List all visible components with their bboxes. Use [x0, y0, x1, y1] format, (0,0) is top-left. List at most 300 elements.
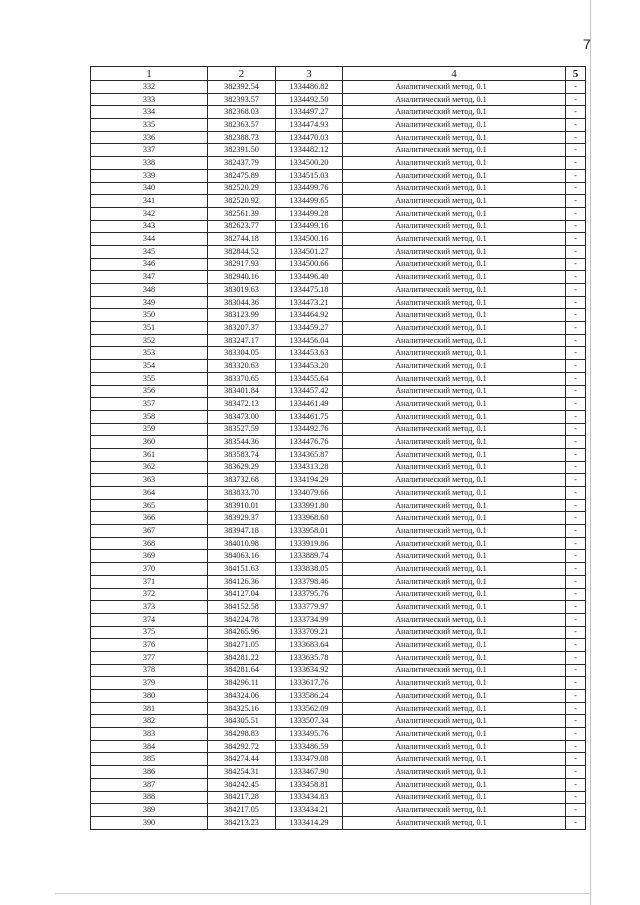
cell-coord-y: 1333458.81 — [276, 778, 343, 791]
cell-mark: - — [566, 119, 586, 132]
cell-point-number: 378 — [91, 664, 208, 677]
cell-method: Аналитический метод, 0.1 — [343, 601, 566, 614]
cell-mark: - — [566, 195, 586, 208]
table-row — [91, 322, 586, 335]
table-row — [91, 258, 586, 271]
cell-mark: - — [566, 360, 586, 373]
cell-coord-y: 1333486.59 — [276, 740, 343, 753]
cell-coord-x: 383929.37 — [208, 512, 276, 525]
coordinates-table — [90, 66, 586, 830]
cell-coord-y: 1334475.18 — [276, 284, 343, 297]
cell-coord-y: 1334497.27 — [276, 106, 343, 119]
cell-method: Аналитический метод, 0.1 — [343, 499, 566, 512]
cell-point-number: 345 — [91, 245, 208, 258]
cell-method: Аналитический метод, 0.1 — [343, 804, 566, 817]
cell-coord-y: 1333562.09 — [276, 702, 343, 715]
cell-method: Аналитический метод, 0.1 — [343, 537, 566, 550]
cell-coord-y: 1333434.83 — [276, 791, 343, 804]
cell-coord-y: 1334476.76 — [276, 436, 343, 449]
table-row — [91, 195, 586, 208]
table-row — [91, 410, 586, 423]
cell-coord-x: 382392.54 — [208, 81, 276, 94]
cell-point-number: 367 — [91, 525, 208, 538]
header-cell-4: 4 — [343, 67, 566, 81]
cell-point-number: 343 — [91, 220, 208, 233]
cell-point-number: 336 — [91, 131, 208, 144]
cell-point-number: 350 — [91, 309, 208, 322]
cell-mark: - — [566, 613, 586, 626]
cell-mark: - — [566, 309, 586, 322]
cell-mark: - — [566, 499, 586, 512]
cell-point-number: 377 — [91, 651, 208, 664]
cell-coord-y: 1334456.04 — [276, 334, 343, 347]
table-row — [91, 575, 586, 588]
cell-mark: - — [566, 563, 586, 576]
cell-coord-x: 383207.37 — [208, 322, 276, 335]
cell-point-number: 373 — [91, 601, 208, 614]
cell-point-number: 370 — [91, 563, 208, 576]
cell-coord-x: 383044.36 — [208, 296, 276, 309]
cell-coord-x: 384324.06 — [208, 690, 276, 703]
cell-mark: - — [566, 816, 586, 829]
cell-mark: - — [566, 715, 586, 728]
cell-point-number: 334 — [91, 106, 208, 119]
cell-coord-x: 383370.65 — [208, 372, 276, 385]
cell-mark: - — [566, 588, 586, 601]
cell-mark: - — [566, 296, 586, 309]
cell-point-number: 335 — [91, 119, 208, 132]
cell-coord-y: 1334501.27 — [276, 245, 343, 258]
cell-coord-x: 384242.45 — [208, 778, 276, 791]
cell-mark: - — [566, 601, 586, 614]
cell-mark: - — [566, 448, 586, 461]
cell-coord-y: 1334500.66 — [276, 258, 343, 271]
table-row — [91, 563, 586, 576]
cell-coord-x: 382844.52 — [208, 245, 276, 258]
cell-mark: - — [566, 677, 586, 690]
cell-method: Аналитический метод, 0.1 — [343, 563, 566, 576]
cell-coord-y: 1334459.27 — [276, 322, 343, 335]
cell-method: Аналитический метод, 0.1 — [343, 728, 566, 741]
cell-point-number: 364 — [91, 487, 208, 500]
cell-coord-y: 1334499.16 — [276, 220, 343, 233]
cell-point-number: 383 — [91, 728, 208, 741]
cell-coord-x: 384274.44 — [208, 753, 276, 766]
cell-mark: - — [566, 487, 586, 500]
cell-coord-y: 1333779.97 — [276, 601, 343, 614]
cell-coord-y: 1334499.28 — [276, 207, 343, 220]
cell-coord-x: 383320.63 — [208, 360, 276, 373]
cell-point-number: 354 — [91, 360, 208, 373]
cell-coord-x: 384217.05 — [208, 804, 276, 817]
cell-method: Аналитический метод, 0.1 — [343, 588, 566, 601]
cell-coord-x: 384298.83 — [208, 728, 276, 741]
table-row — [91, 766, 586, 779]
cell-mark: - — [566, 575, 586, 588]
cell-coord-x: 382437.79 — [208, 157, 276, 170]
cell-mark: - — [566, 284, 586, 297]
cell-mark: - — [566, 220, 586, 233]
cell-coord-y: 1334461.75 — [276, 410, 343, 423]
cell-coord-x: 382475.89 — [208, 169, 276, 182]
cell-mark: - — [566, 791, 586, 804]
cell-coord-x: 383910.01 — [208, 499, 276, 512]
cell-method: Аналитический метод, 0.1 — [343, 81, 566, 94]
cell-mark: - — [566, 410, 586, 423]
table-row — [91, 245, 586, 258]
cell-method: Аналитический метод, 0.1 — [343, 385, 566, 398]
cell-method: Аналитический метод, 0.1 — [343, 702, 566, 715]
table-row — [91, 651, 586, 664]
cell-coord-y: 1333958.01 — [276, 525, 343, 538]
cell-coord-x: 384305.51 — [208, 715, 276, 728]
table-row — [91, 740, 586, 753]
cell-point-number: 385 — [91, 753, 208, 766]
cell-mark: - — [566, 157, 586, 170]
cell-coord-y: 1334365.87 — [276, 448, 343, 461]
cell-method: Аналитический метод, 0.1 — [343, 144, 566, 157]
cell-coord-y: 1333683.64 — [276, 639, 343, 652]
cell-mark: - — [566, 664, 586, 677]
cell-method: Аналитический метод, 0.1 — [343, 816, 566, 829]
cell-point-number: 351 — [91, 322, 208, 335]
table-row — [91, 753, 586, 766]
cell-coord-x: 382368.03 — [208, 106, 276, 119]
cell-coord-y: 1334499.65 — [276, 195, 343, 208]
cell-mark: - — [566, 372, 586, 385]
cell-method: Аналитический метод, 0.1 — [343, 195, 566, 208]
cell-coord-x: 383629.29 — [208, 461, 276, 474]
table-row — [91, 93, 586, 106]
cell-method: Аналитический метод, 0.1 — [343, 322, 566, 335]
cell-coord-y: 1334486.82 — [276, 81, 343, 94]
cell-coord-y: 1334482.12 — [276, 144, 343, 157]
cell-coord-x: 384152.58 — [208, 601, 276, 614]
table-row — [91, 106, 586, 119]
cell-mark: - — [566, 753, 586, 766]
cell-point-number: 374 — [91, 613, 208, 626]
cell-point-number: 363 — [91, 474, 208, 487]
cell-coord-y: 1333838.05 — [276, 563, 343, 576]
cell-coord-y: 1333991.80 — [276, 499, 343, 512]
cell-point-number: 386 — [91, 766, 208, 779]
header-cell-3: 3 — [276, 67, 343, 81]
cell-coord-y: 1333434.21 — [276, 804, 343, 817]
cell-coord-y: 1333709.21 — [276, 626, 343, 639]
cell-point-number: 333 — [91, 93, 208, 106]
cell-mark: - — [566, 766, 586, 779]
table-row — [91, 702, 586, 715]
cell-coord-y: 1334500.16 — [276, 233, 343, 246]
cell-coord-x: 384010.98 — [208, 537, 276, 550]
cell-method: Аналитический метод, 0.1 — [343, 131, 566, 144]
table-row — [91, 347, 586, 360]
cell-coord-y: 1333968.60 — [276, 512, 343, 525]
cell-mark: - — [566, 512, 586, 525]
cell-coord-x: 384254.31 — [208, 766, 276, 779]
cell-coord-x: 383527.59 — [208, 423, 276, 436]
cell-method: Аналитический метод, 0.1 — [343, 791, 566, 804]
table-row — [91, 601, 586, 614]
cell-method: Аналитический метод, 0.1 — [343, 487, 566, 500]
cell-mark: - — [566, 347, 586, 360]
cell-coord-y: 1334492.50 — [276, 93, 343, 106]
cell-method: Аналитический метод, 0.1 — [343, 715, 566, 728]
cell-coord-x: 382388.73 — [208, 131, 276, 144]
cell-point-number: 355 — [91, 372, 208, 385]
table-row — [91, 537, 586, 550]
table-row — [91, 487, 586, 500]
table-row — [91, 169, 586, 182]
cell-coord-x: 382520.92 — [208, 195, 276, 208]
cell-coord-x: 384151.63 — [208, 563, 276, 576]
cell-point-number: 340 — [91, 182, 208, 195]
cell-coord-y: 1334461.49 — [276, 398, 343, 411]
cell-mark: - — [566, 690, 586, 703]
cell-coord-x: 382744.18 — [208, 233, 276, 246]
cell-method: Аналитический метод, 0.1 — [343, 258, 566, 271]
cell-method: Аналитический метод, 0.1 — [343, 639, 566, 652]
cell-coord-x: 382940.16 — [208, 271, 276, 284]
table-row — [91, 778, 586, 791]
header-cell-5: 5 — [566, 67, 586, 81]
cell-mark: - — [566, 461, 586, 474]
cell-point-number: 356 — [91, 385, 208, 398]
table-row — [91, 512, 586, 525]
table-row — [91, 461, 586, 474]
cell-point-number: 380 — [91, 690, 208, 703]
cell-method: Аналитический метод, 0.1 — [343, 309, 566, 322]
cell-method: Аналитический метод, 0.1 — [343, 778, 566, 791]
cell-coord-x: 382520.29 — [208, 182, 276, 195]
cell-point-number: 361 — [91, 448, 208, 461]
cell-method: Аналитический метод, 0.1 — [343, 106, 566, 119]
table-row — [91, 816, 586, 829]
cell-point-number: 346 — [91, 258, 208, 271]
cell-coord-y: 1334492.76 — [276, 423, 343, 436]
cell-coord-x: 384265.96 — [208, 626, 276, 639]
table-row — [91, 550, 586, 563]
cell-coord-y: 1333635.78 — [276, 651, 343, 664]
table-row — [91, 474, 586, 487]
cell-method: Аналитический метод, 0.1 — [343, 626, 566, 639]
cell-coord-x: 382363.57 — [208, 119, 276, 132]
cell-mark: - — [566, 334, 586, 347]
cell-method: Аналитический метод, 0.1 — [343, 245, 566, 258]
cell-coord-x: 383123.99 — [208, 309, 276, 322]
cell-method: Аналитический метод, 0.1 — [343, 157, 566, 170]
cell-coord-y: 1334464.92 — [276, 309, 343, 322]
cell-method: Аналитический метод, 0.1 — [343, 119, 566, 132]
cell-point-number: 347 — [91, 271, 208, 284]
cell-coord-x: 384296.11 — [208, 677, 276, 690]
cell-method: Аналитический метод, 0.1 — [343, 360, 566, 373]
cell-coord-y: 1334470.03 — [276, 131, 343, 144]
cell-method: Аналитический метод, 0.1 — [343, 271, 566, 284]
cell-method: Аналитический метод, 0.1 — [343, 525, 566, 538]
table-row — [91, 144, 586, 157]
cell-coord-x: 384127.04 — [208, 588, 276, 601]
cell-method: Аналитический метод, 0.1 — [343, 296, 566, 309]
cell-mark: - — [566, 474, 586, 487]
header-cell-1: 1 — [91, 67, 208, 81]
cell-coord-y: 1334313.28 — [276, 461, 343, 474]
cell-coord-y: 1333798.46 — [276, 575, 343, 588]
cell-coord-x: 384325.16 — [208, 702, 276, 715]
cell-coord-y: 1334453.20 — [276, 360, 343, 373]
cell-method: Аналитический метод, 0.1 — [343, 766, 566, 779]
cell-coord-y: 1333586.24 — [276, 690, 343, 703]
cell-method: Аналитический метод, 0.1 — [343, 207, 566, 220]
cell-coord-y: 1333734.99 — [276, 613, 343, 626]
cell-coord-y: 1334457.42 — [276, 385, 343, 398]
cell-coord-x: 384126.36 — [208, 575, 276, 588]
cell-mark: - — [566, 525, 586, 538]
cell-point-number: 381 — [91, 702, 208, 715]
table-row — [91, 372, 586, 385]
cell-mark: - — [566, 93, 586, 106]
cell-point-number: 352 — [91, 334, 208, 347]
cell-coord-y: 1334500.20 — [276, 157, 343, 170]
table-row — [91, 436, 586, 449]
cell-point-number: 375 — [91, 626, 208, 639]
table-row — [91, 157, 586, 170]
cell-method: Аналитический метод, 0.1 — [343, 410, 566, 423]
cell-point-number: 348 — [91, 284, 208, 297]
cell-point-number: 358 — [91, 410, 208, 423]
cell-point-number: 349 — [91, 296, 208, 309]
cell-mark: - — [566, 537, 586, 550]
cell-point-number: 366 — [91, 512, 208, 525]
cell-mark: - — [566, 258, 586, 271]
cell-mark: - — [566, 436, 586, 449]
cell-method: Аналитический метод, 0.1 — [343, 550, 566, 563]
cell-coord-y: 1334079.66 — [276, 487, 343, 500]
cell-mark: - — [566, 131, 586, 144]
cell-coord-x: 383247.17 — [208, 334, 276, 347]
cell-point-number: 353 — [91, 347, 208, 360]
cell-coord-x: 384281.64 — [208, 664, 276, 677]
cell-point-number: 369 — [91, 550, 208, 563]
cell-coord-y: 1334515.03 — [276, 169, 343, 182]
table-row — [91, 423, 586, 436]
cell-coord-x: 382393.57 — [208, 93, 276, 106]
cell-coord-y: 1334473.21 — [276, 296, 343, 309]
cell-coord-y: 1333795.76 — [276, 588, 343, 601]
cell-mark: - — [566, 728, 586, 741]
cell-mark: - — [566, 702, 586, 715]
cell-method: Аналитический метод, 0.1 — [343, 169, 566, 182]
table-row — [91, 613, 586, 626]
cell-method: Аналитический метод, 0.1 — [343, 651, 566, 664]
cell-coord-x: 384063.16 — [208, 550, 276, 563]
page-number: 7 — [583, 36, 591, 52]
cell-mark: - — [566, 639, 586, 652]
cell-point-number: 388 — [91, 791, 208, 804]
cell-mark: - — [566, 550, 586, 563]
cell-mark: - — [566, 778, 586, 791]
table-row — [91, 448, 586, 461]
table-row — [91, 385, 586, 398]
table-row — [91, 119, 586, 132]
cell-point-number: 337 — [91, 144, 208, 157]
cell-point-number: 332 — [91, 81, 208, 94]
table-row — [91, 690, 586, 703]
cell-coord-x: 382623.77 — [208, 220, 276, 233]
cell-mark: - — [566, 651, 586, 664]
cell-coord-y: 1334474.93 — [276, 119, 343, 132]
cell-method: Аналитический метод, 0.1 — [343, 512, 566, 525]
cell-mark: - — [566, 626, 586, 639]
cell-mark: - — [566, 81, 586, 94]
table-row — [91, 499, 586, 512]
cell-point-number: 389 — [91, 804, 208, 817]
cell-point-number: 344 — [91, 233, 208, 246]
cell-coord-x: 383732.68 — [208, 474, 276, 487]
scan-edge-line-vertical — [590, 0, 591, 905]
cell-method: Аналитический метод, 0.1 — [343, 664, 566, 677]
cell-coord-y: 1333414.29 — [276, 816, 343, 829]
cell-point-number: 341 — [91, 195, 208, 208]
cell-method: Аналитический метод, 0.1 — [343, 436, 566, 449]
table-row — [91, 588, 586, 601]
table-body — [91, 81, 586, 830]
cell-method: Аналитический метод, 0.1 — [343, 182, 566, 195]
cell-coord-x: 383304.05 — [208, 347, 276, 360]
cell-coord-x: 383833.70 — [208, 487, 276, 500]
cell-point-number: 371 — [91, 575, 208, 588]
table-row — [91, 360, 586, 373]
cell-point-number: 376 — [91, 639, 208, 652]
cell-coord-x: 384292.72 — [208, 740, 276, 753]
cell-method: Аналитический метод, 0.1 — [343, 677, 566, 690]
cell-method: Аналитический метод, 0.1 — [343, 93, 566, 106]
cell-mark: - — [566, 106, 586, 119]
table-row — [91, 626, 586, 639]
table-row — [91, 804, 586, 817]
table-header — [91, 67, 586, 81]
cell-mark: - — [566, 182, 586, 195]
cell-mark: - — [566, 207, 586, 220]
cell-coord-y: 1334496.40 — [276, 271, 343, 284]
cell-method: Аналитический метод, 0.1 — [343, 461, 566, 474]
cell-coord-x: 382391.50 — [208, 144, 276, 157]
table-row — [91, 207, 586, 220]
cell-method: Аналитический метод, 0.1 — [343, 690, 566, 703]
cell-mark: - — [566, 233, 586, 246]
table-row — [91, 639, 586, 652]
cell-method: Аналитический метод, 0.1 — [343, 474, 566, 487]
cell-coord-y: 1333467.90 — [276, 766, 343, 779]
cell-mark: - — [566, 169, 586, 182]
cell-method: Аналитический метод, 0.1 — [343, 448, 566, 461]
cell-coord-y: 1333617.76 — [276, 677, 343, 690]
table-row — [91, 525, 586, 538]
cell-mark: - — [566, 740, 586, 753]
scan-edge-line-horizontal — [55, 893, 591, 894]
cell-method: Аналитический метод, 0.1 — [343, 753, 566, 766]
cell-coord-y: 1334499.76 — [276, 182, 343, 195]
cell-mark: - — [566, 804, 586, 817]
cell-point-number: 359 — [91, 423, 208, 436]
cell-coord-x: 383544.36 — [208, 436, 276, 449]
cell-coord-x: 384281.22 — [208, 651, 276, 664]
header-row — [91, 67, 586, 81]
table-row — [91, 715, 586, 728]
cell-coord-x: 382561.39 — [208, 207, 276, 220]
cell-point-number: 372 — [91, 588, 208, 601]
cell-method: Аналитический метод, 0.1 — [343, 575, 566, 588]
